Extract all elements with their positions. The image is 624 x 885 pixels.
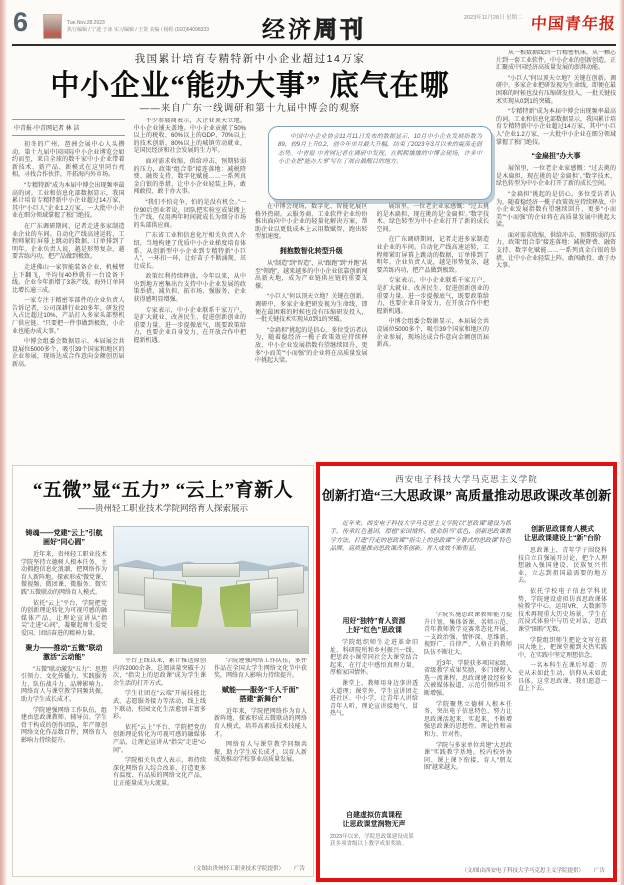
page-edge-right (619, 0, 624, 885)
byline: 中青报·中青网记者 林 洁 (12, 119, 125, 136)
section-title (262, 11, 366, 44)
edition-info (67, 20, 209, 34)
right-advert-column-2 (424, 612, 512, 864)
credit-text: （文/图由西安电子科技大学马克思主义学院提供） (461, 868, 584, 874)
page-header (12, 7, 617, 46)
header-right (464, 11, 616, 34)
body-paragraph: 广东省工业和信息化厅相关负责人介绍，当地构建了优质中小企业梯度培育体系，从创新型中小企业到专精特新“小巨人”，一环扣一环，让好苗子不断涌现、茁壮成长。 (133, 233, 246, 270)
body-paragraph: 从“制造”到“智造”，从“跟跑”到“并跑”甚至“领跑”，越来越多的中小企业依靠创新闯出新天地，成为产业链供应链的重要支撑。 (255, 260, 368, 290)
newspaper-masthead: 中国青年报 (530, 16, 617, 33)
body-paragraph: 学院建强网络工作队伍，组建由思政课教师、辅导员、学生骨干构成的创作团队，年产原创网络文化作品数百件，网络育人影响力持续提升。 (21, 707, 107, 744)
body-paragraph: “五微”联动激发“五力”：思想引领力、文化传播力、实践服务力、队伍战斗力、品牌影响力。网络育人与课堂教学同频共振，助力学生成长成才。 (21, 666, 107, 703)
main-article-headline: 中小企业“能办大事” 底气在哪 (50, 70, 450, 102)
left-advert-subtitle: ——贵州轻工职业技术学院网络育人探索展示 (77, 503, 248, 513)
photo-plaza (114, 627, 308, 653)
body-paragraph: 学院聚焦立德树人根本任务，突出电子信息特色，努力让思政课活起来、实起来，不断增强思政课的思想性、理论性和亲和力、针对性。 (424, 701, 512, 738)
credit-text: （文图由贵州轻工职业技术学院提供） (190, 866, 284, 872)
body-paragraph: 中博会组委会数据显示，本届展会共设展位5000多个，吸引39个国家和地区的企业参展，现场达成合作意向金额创历届新高。 (376, 319, 489, 349)
right-advert-column-1-upper (330, 612, 418, 804)
column-subhead: 聚力——推动“五微”联动 激活“云动能” (25, 644, 103, 661)
photo-main-hall (182, 563, 240, 577)
main-article-subtitle: ——来自广东一线调研和第十九届中博会的观察 (139, 103, 361, 114)
body-paragraph: 近年来，学院把网络作为育人新阵地，探索形成五微联动的网络育人模式，培养高素质技术技能人才。 (214, 708, 307, 738)
right-advert-article (316, 462, 617, 882)
body-paragraph: 不少参展商表示，大企业顶天立地，中小企业铺天盖地。中小企业贡献了50%以上的税收、60%以上的GDP、70%以上的技术创新、80%以上的城镇劳动就业，是国民经济和社会发展的生力军。 (133, 118, 246, 155)
right-advert-column-3 (518, 520, 607, 864)
body-paragraph: 学院组织师生走进革命旧址、科研院所和乡村振兴一线，把思政小课堂同社会大课堂结合起来，在行走中感悟真理力量，厚植家国情怀。 (330, 640, 418, 677)
masthead-stamp-image (43, 14, 62, 39)
body-paragraph: 学院实施思政课教师能力提升计划，集体备课、名师示范、青年教师教学竞赛常态化开展，一支政治强、情怀深、思维新、视野广、自律严、人格正的教师队伍不断壮大。 (424, 612, 512, 656)
body-paragraph: “金扁担”挑起的是信心。多位受访者认为，随着稳经济一揽子政策效应持续释放，中小企业发展指数有望继续回升，更多“小而美”“小而强”的企业将在高质量发展中挑起大梁。 (496, 191, 616, 229)
body-paragraph: 专家表示，中小企业联系千家万户，是扩大就业、改善民生、促进创新创业的重要力量。进一步提振底气，既要政策给力，也要企业自身发力，在开放合作中把握新机遇。 (133, 307, 246, 345)
body-paragraph: 展馆里，一位老企业家感慨：“过去挑的是木扁担，现在挑的是‘金扁担’。”数字技术、绿色转型为中小企业打开了新的成长空间。 (376, 204, 489, 233)
main-article-kicker: 我国累计培育专精特新中小企业超过14万家 (134, 53, 366, 65)
body-paragraph: 走进佛山一家智能装备企业，机械臂上下翻飞，平均每40秒就有一台设备下线。企业今年新增了3条产线，海外订单同比增长逾三成。 (12, 264, 125, 294)
body-paragraph: 在中博会现场，数字化、智能化展区格外热闹。云服务商、工业软件企业纷纷推出面向中小企业的轻量化解决方案，帮助企业以更低成本上云用数赋智，跑出转型加速度。 (255, 204, 368, 241)
article-column-2 (134, 118, 247, 460)
body-paragraph: 依托“云上”平台，学院把党的创新理论转化为可视可感的融媒体产品，让理论宣讲从“指尖”走进“心间”。 (113, 724, 206, 754)
photo-lawn (220, 583, 250, 633)
left-advert-credit (190, 864, 305, 872)
section-title-outline: 周刊 (314, 17, 366, 42)
left-advert-column-3 (214, 658, 307, 858)
campus-aerial-photo (113, 526, 309, 654)
column-subhead: 用好“独特”育人资源 上好“红色”思政课 (342, 618, 406, 634)
column-subhead: 铸魂——党建“云上”引航 画好“同心圆” (25, 530, 103, 546)
left-advert-article (12, 465, 314, 877)
body-paragraph: 学院相关负责人表示，将持续深化网络育人综合改革，打造更多有温度、有品质的网络文化产品，让正能量成为大流量。 (113, 758, 206, 787)
body-paragraph: “专精特新”成为本届中博会出现频率最高的词。工业和信息化部数据显示，我国累计培育专精特新中小企业超过14万家，其中“小巨人”企业1.2万家，一大批中小企业在细分领域掌握了独门绝技。 (496, 109, 616, 146)
body-paragraph: “专精特新”成为本届中博会出现频率最高的词。工业和信息化部数据显示，我国累计培育专精特新中小企业超过14万家，其中“小巨人”企业1.2万家，一大批中小企业在细分领域掌握了独门绝技。 (12, 182, 125, 220)
left-advert-headline: “五微”显“五力” “云上”育新人 (32, 480, 294, 501)
publication-date: 2023年11月28日 星期二 (463, 15, 523, 21)
right-advert-lead-paragraph: 近年来，西安电子科技大学马克思主义学院以“思政课”建设为抓手，传承红色基因，厚植“家国情怀、使命担当”底色，创新思政课教学方法，打造“行走的思政课”“指尖上的思政课”“全景式的思政课”特色品牌，高质量推动思政课改革创新，育人成效不断彰显。 (330, 521, 511, 553)
left-advert-column-2 (113, 658, 206, 858)
body-paragraph: 依托学校电子信息学科优势，学院建设虚拟仿真思政课体验教学中心，运用VR、大数据等技术再现重大历史场景，学生在沉浸式体验中与历史对话，思政课堂“圈粉”无数。 (518, 588, 607, 633)
column-subhead: 自建虚拟仿真课程 让思政课堂润物无声 (342, 812, 406, 828)
summary-callout-box: 中国中小企业协会11月11日发布的数据显示，10月中小企业发展指数为89，较9月上升0.2，创今年单月最大升幅，结束了2023年3月以来的震荡走弱态势。中青报·中青网记者在调研中发现，在熙熙攘攘的中博会现场，许多中小企业把“能办大事”写在了展台最醒目的地方。 (268, 126, 492, 200)
body-paragraph: 学生社团在“云端”开展技能比武、志愿服务接力等活动，线上线下联动，校园文化生活愈加丰富多彩。 (113, 691, 206, 721)
body-paragraph: 一家专注于精密零部件的企业负责人告诉记者，公司深耕行业20多年，研发投入占比超过10%，产品打入多家头部整机厂供应链。“只要把一件事做到极致，小企业也能办成大事。” (12, 298, 125, 335)
article-column-1 (12, 118, 125, 460)
article-column-right-rail (496, 50, 616, 460)
body-paragraph: “金扁担”挑起的是信心。多位受访者认为，随着稳经济一揽子政策效应持续释放，中小企业发展指数有望继续回升，更多“小而美”“小而强”的企业将在高质量发展中挑起大梁。 (255, 327, 368, 365)
body-paragraph: “小巨人”何以顶天立地？关键在创新。调研中，多家企业把研发视为生命线，即便在最困难的时候也没有压缩研发投入，一批关键技术实现从0到1的突破。 (496, 75, 616, 105)
body-paragraph: “我们不怕竞争，怕的是没有机会。”一位90后创业者说，团队把实验室成果搬上生产线，仅用两年时间就成长为细分市场的头部供应商。 (133, 199, 246, 229)
body-paragraph: 近年来，贵州轻工职业技术学院坚持立德树人根本任务，主动拥抱信息化浪潮，把网络作为育人新阵地，探索形成“微党课、微视频、微团课、微服务、微实践”五微联动的网络育人模式。 (21, 552, 107, 596)
left-advert-column-1 (21, 524, 107, 860)
body-paragraph: 中博会组委会数据显示，本届展会共设展位5000多个，吸引39个国家和地区的企业参展，现场达成合作意向金额创历届新高。 (12, 339, 125, 369)
body-paragraph: 学院组织师生把论文写在祖国大地上，把课堂搬到火热实践中，在实践中坚定理想信念。 (518, 637, 607, 659)
body-paragraph: 政策红利持续释放。今年以来，从中央到地方密集出台支持中小企业发展的政策举措，减负担、拓市场、强服务，企业获得感明显增强。 (133, 274, 246, 304)
right-advert-credit (461, 866, 605, 874)
column-subhead: “金扁担”办大事 (531, 153, 581, 161)
ad-label: 广告 (593, 868, 605, 874)
body-paragraph: 初冬的广州，琶洲会展中心人头攒动。第十九届中国国际中小企业博览会如约而至，来自全球的数千家中小企业带着新技术、新产品、新模式在这里同台亮相，寻找合作伙伴，开拓海内外市场。 (12, 142, 125, 179)
right-advert-kicker: 西安电子科技大学马克思主义学院 (395, 474, 538, 484)
editors-line: 执行编辑 / 宁迪 于冰 实习编辑 / 王贺 美编 / 杨程 (010)64098333 (67, 27, 209, 33)
photo-lawn (172, 583, 202, 633)
page-edge-left (0, 0, 7, 885)
body-paragraph: 网络育人与课堂教学同频共振，助力学生成长成才，以育人新成效推动学校事业高质量发展。 (214, 742, 307, 764)
body-paragraph: 专家表示，中小企业联系千家万户，是扩大就业、改善民生、促进创新创业的重要力量。进一步提振底气，既要政策给力，也要企业自身发力，在开放合作中把握新机遇。 (376, 278, 489, 315)
body-paragraph: 一名本科生在课后写道：历史从未如此生动，信仰从未如此具体。这堂思政课，我们愿意一直上下去。 (518, 663, 607, 693)
body-paragraph: 学院与多家单位共建“大思政课”实践教学基地，校内校外协同、课上课下衔接，育人“朋友圈”越来越大。 (424, 742, 512, 772)
body-paragraph: 依托“云上”平台，学院把党的创新理论转化为可视可感的融媒体产品，让理论宣讲从“指尖”走进“心间”，凝聚起师生爱党爱国、团结奋进的精神力量。 (21, 600, 107, 637)
body-paragraph: 近3年，学院获多项国家级、省级教学成果奖励，多门课程入选一流课程，思政课建设经验多次被媒体报道，示范引领作用不断增强。 (424, 660, 512, 697)
body-paragraph: 面对需求收缩、供给冲击、预期转弱的压力，政策“组合拳”接连落地：减税降费、融资支持、数字化赋能……一系列真金白银的举措，让中小企业轻装上阵，敢闯敢投、敢于办大事。 (496, 232, 616, 270)
body-paragraph: 学院建强网络工作队伍，多件作品在全国大学生网络文化节中获奖，网络育人影响力持续提升。 (214, 658, 307, 680)
footnote-line: 2023年以来，学院思政课建设成果获多项省级以上教学成果奖励。 (330, 834, 414, 847)
ad-label: 广告 (293, 866, 305, 872)
body-paragraph: 从一根数据线到一台精密机床，从一颗芯片到一套工业软件，中小企业的创新创造，正汇聚成中国经济高质量发展的澎湃动能。 (496, 50, 616, 72)
page-number: 6 (13, 7, 29, 37)
body-paragraph: 课堂上，教师用身边事讲透大道理；课堂外，学生宣讲团走进社区、中小学，让青年人讲给青年人听，理论宣讲接地气、冒热气。 (330, 680, 418, 718)
section-title-solid: 经济 (262, 17, 314, 42)
body-paragraph: 在广东调研期间，记者走进多家制造业企业的车间。自动化产线高速运转，工程师紧盯屏幕上跳动的数据，订单排到了明年。企业负责人说，越是形势复杂，越要苦练内功，把产品做到极致。 (376, 237, 489, 274)
column-subhead: 赋能——服务“千人千面” 搭建“新舞台” (222, 686, 299, 703)
edition-date-line: Tue.Nov.28.2023 (67, 20, 105, 26)
body-paragraph: 平台上线以来，累计推送原创内容2000余条，总阅读量突破千万次，“指尖上的思政课”成为学生课余生活的打开方式。 (113, 658, 206, 687)
body-paragraph: “小巨人”何以顶天立地？关键在创新。调研中，多家企业把研发视为生命线，即便在最困难的时候也没有压缩研发投入，一批关键技术实现从0到1的突破。 (255, 294, 368, 324)
column-subhead: 拥抱数智化转型升级 (279, 247, 343, 255)
body-paragraph: 展馆里，一位老企业家感慨：“过去挑的是木扁担，现在挑的是‘金扁担’。”数字技术、绿色转型为中小企业打开了新的成长空间。 (496, 166, 616, 188)
right-advert-column-1-lower (330, 806, 418, 868)
body-paragraph: 在广东调研期间，记者走进多家制造业企业的车间。自动化产线高速运转，工程师紧盯屏幕上跳动的数据，订单排到了明年。企业负责人说，越是形势复杂，越要苦练内功，把产品做到极致。 (12, 223, 125, 261)
body-paragraph: 思政课上，青年学子围绕科技自立自强展开讨论，把个人理想融入强国建设、民族复兴伟业，立志到祖国最需要的地方去。 (518, 548, 607, 585)
body-paragraph: 面对需求收缩、供给冲击、预期转弱的压力，政策“组合拳”接连落地：减税降费、融资支持、数字化赋能……一系列真金白银的举措，让中小企业轻装上阵，敢闯敢投、敢于办大事。 (133, 158, 246, 196)
column-subhead: 创新思政课育人模式 让思政课建设上“新”台阶 (524, 526, 601, 542)
right-advert-headline: 创新打造“三大思政课” 高质量推动思政课改革创新 (321, 488, 612, 503)
